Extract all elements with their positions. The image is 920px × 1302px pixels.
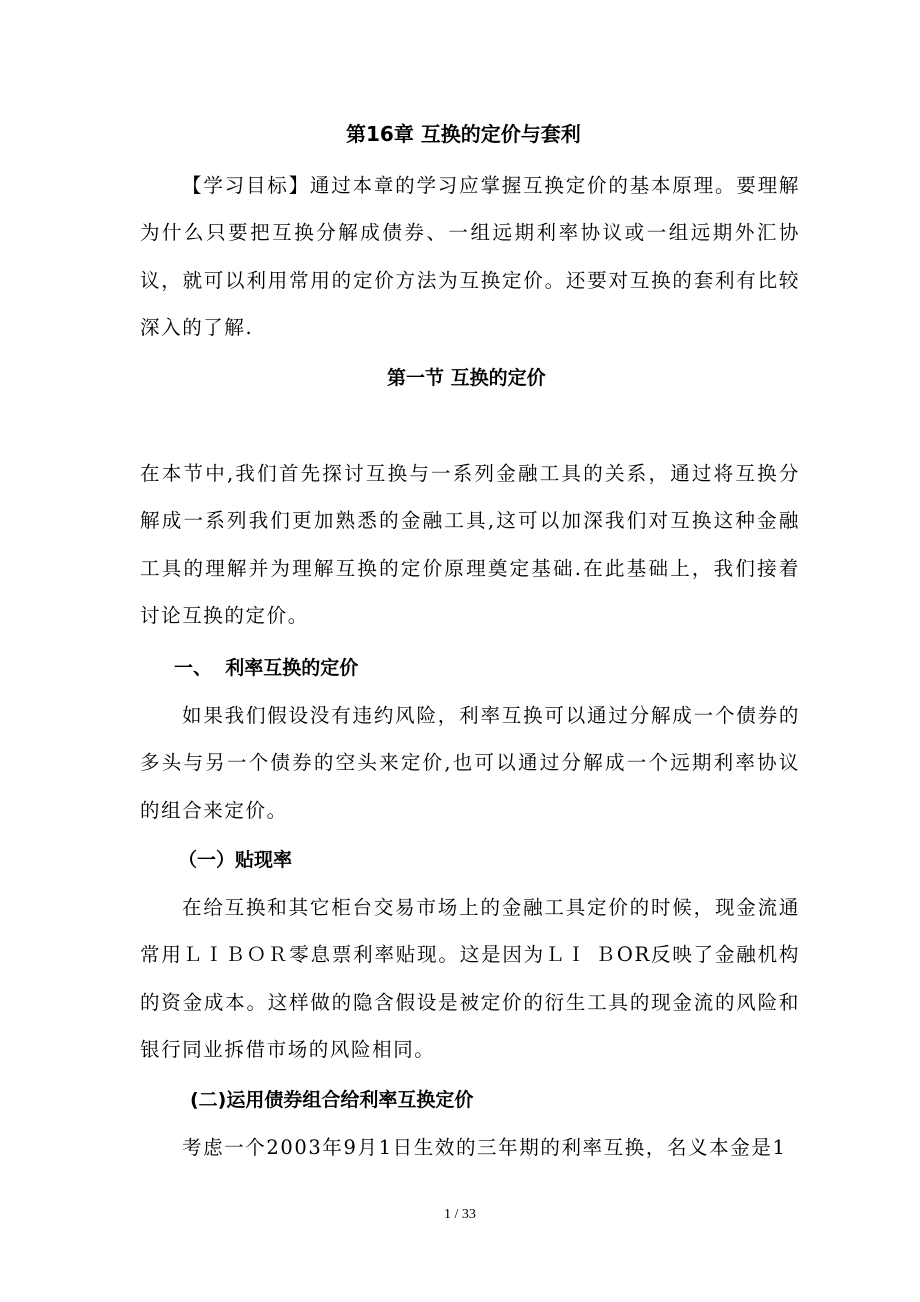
subsection-title-interest-rate-swap: 一、 利率互换的定价 xyxy=(174,657,359,679)
section-title: 第一节 互换的定价 xyxy=(387,367,546,389)
learning-objective-paragraph: 【学习目标】通过本章的学习应掌握互换定价的基本原理。要理解为什么只要把互换分解成债券、一组远期利率协议或一组远期外汇协议，就可以利用常用的定价方法为互换定价。还要对互换的套利有比较深入的了解. xyxy=(140,174,800,339)
subsection-paragraph-interest-rate-swap: 如果我们假设没有违约风险，利率互换可以通过分解成一个债券的多头与另一个债券的空头来定价,也可以通过分解成一个远期利率协议的组合来定价。 xyxy=(140,704,800,822)
item-paragraph-discount-rate: 在给互换和其它柜台交易市场上的金融工具定价的时候，现金流通常用ＬＩＢＯＲ零息票利率贴现。这是因为ＬＩ ＢOR反映了金融机构的资金成本。这样做的隐含假设是被定价的衍生工具的现金流的风险和银行同业拆借市场的风险相同。 xyxy=(140,896,800,1061)
chapter-title: 第16章 互换的定价与套利 xyxy=(346,122,581,146)
intro-paragraph: 在本节中,我们首先探讨互换与一系列金融工具的关系，通过将互换分解成一系列我们更加熟悉的金融工具,这可以加深我们对互换这种金融工具的理解并为理解互换的定价原理奠定基础.在此基础上，我们接着讨论互换的定价。 xyxy=(140,462,800,627)
item-title-discount-rate: （一）贴现率 xyxy=(178,849,293,871)
item-paragraph-bond-portfolio-pricing: 考虑一个2003年9月1日生效的三年期的利率互换，名义本金是1 xyxy=(182,1136,787,1159)
item-title-bond-portfolio-pricing: (二)运用债券组合给利率互换定价 xyxy=(190,1089,474,1111)
page-number: 1 / 33 xyxy=(444,1207,476,1222)
